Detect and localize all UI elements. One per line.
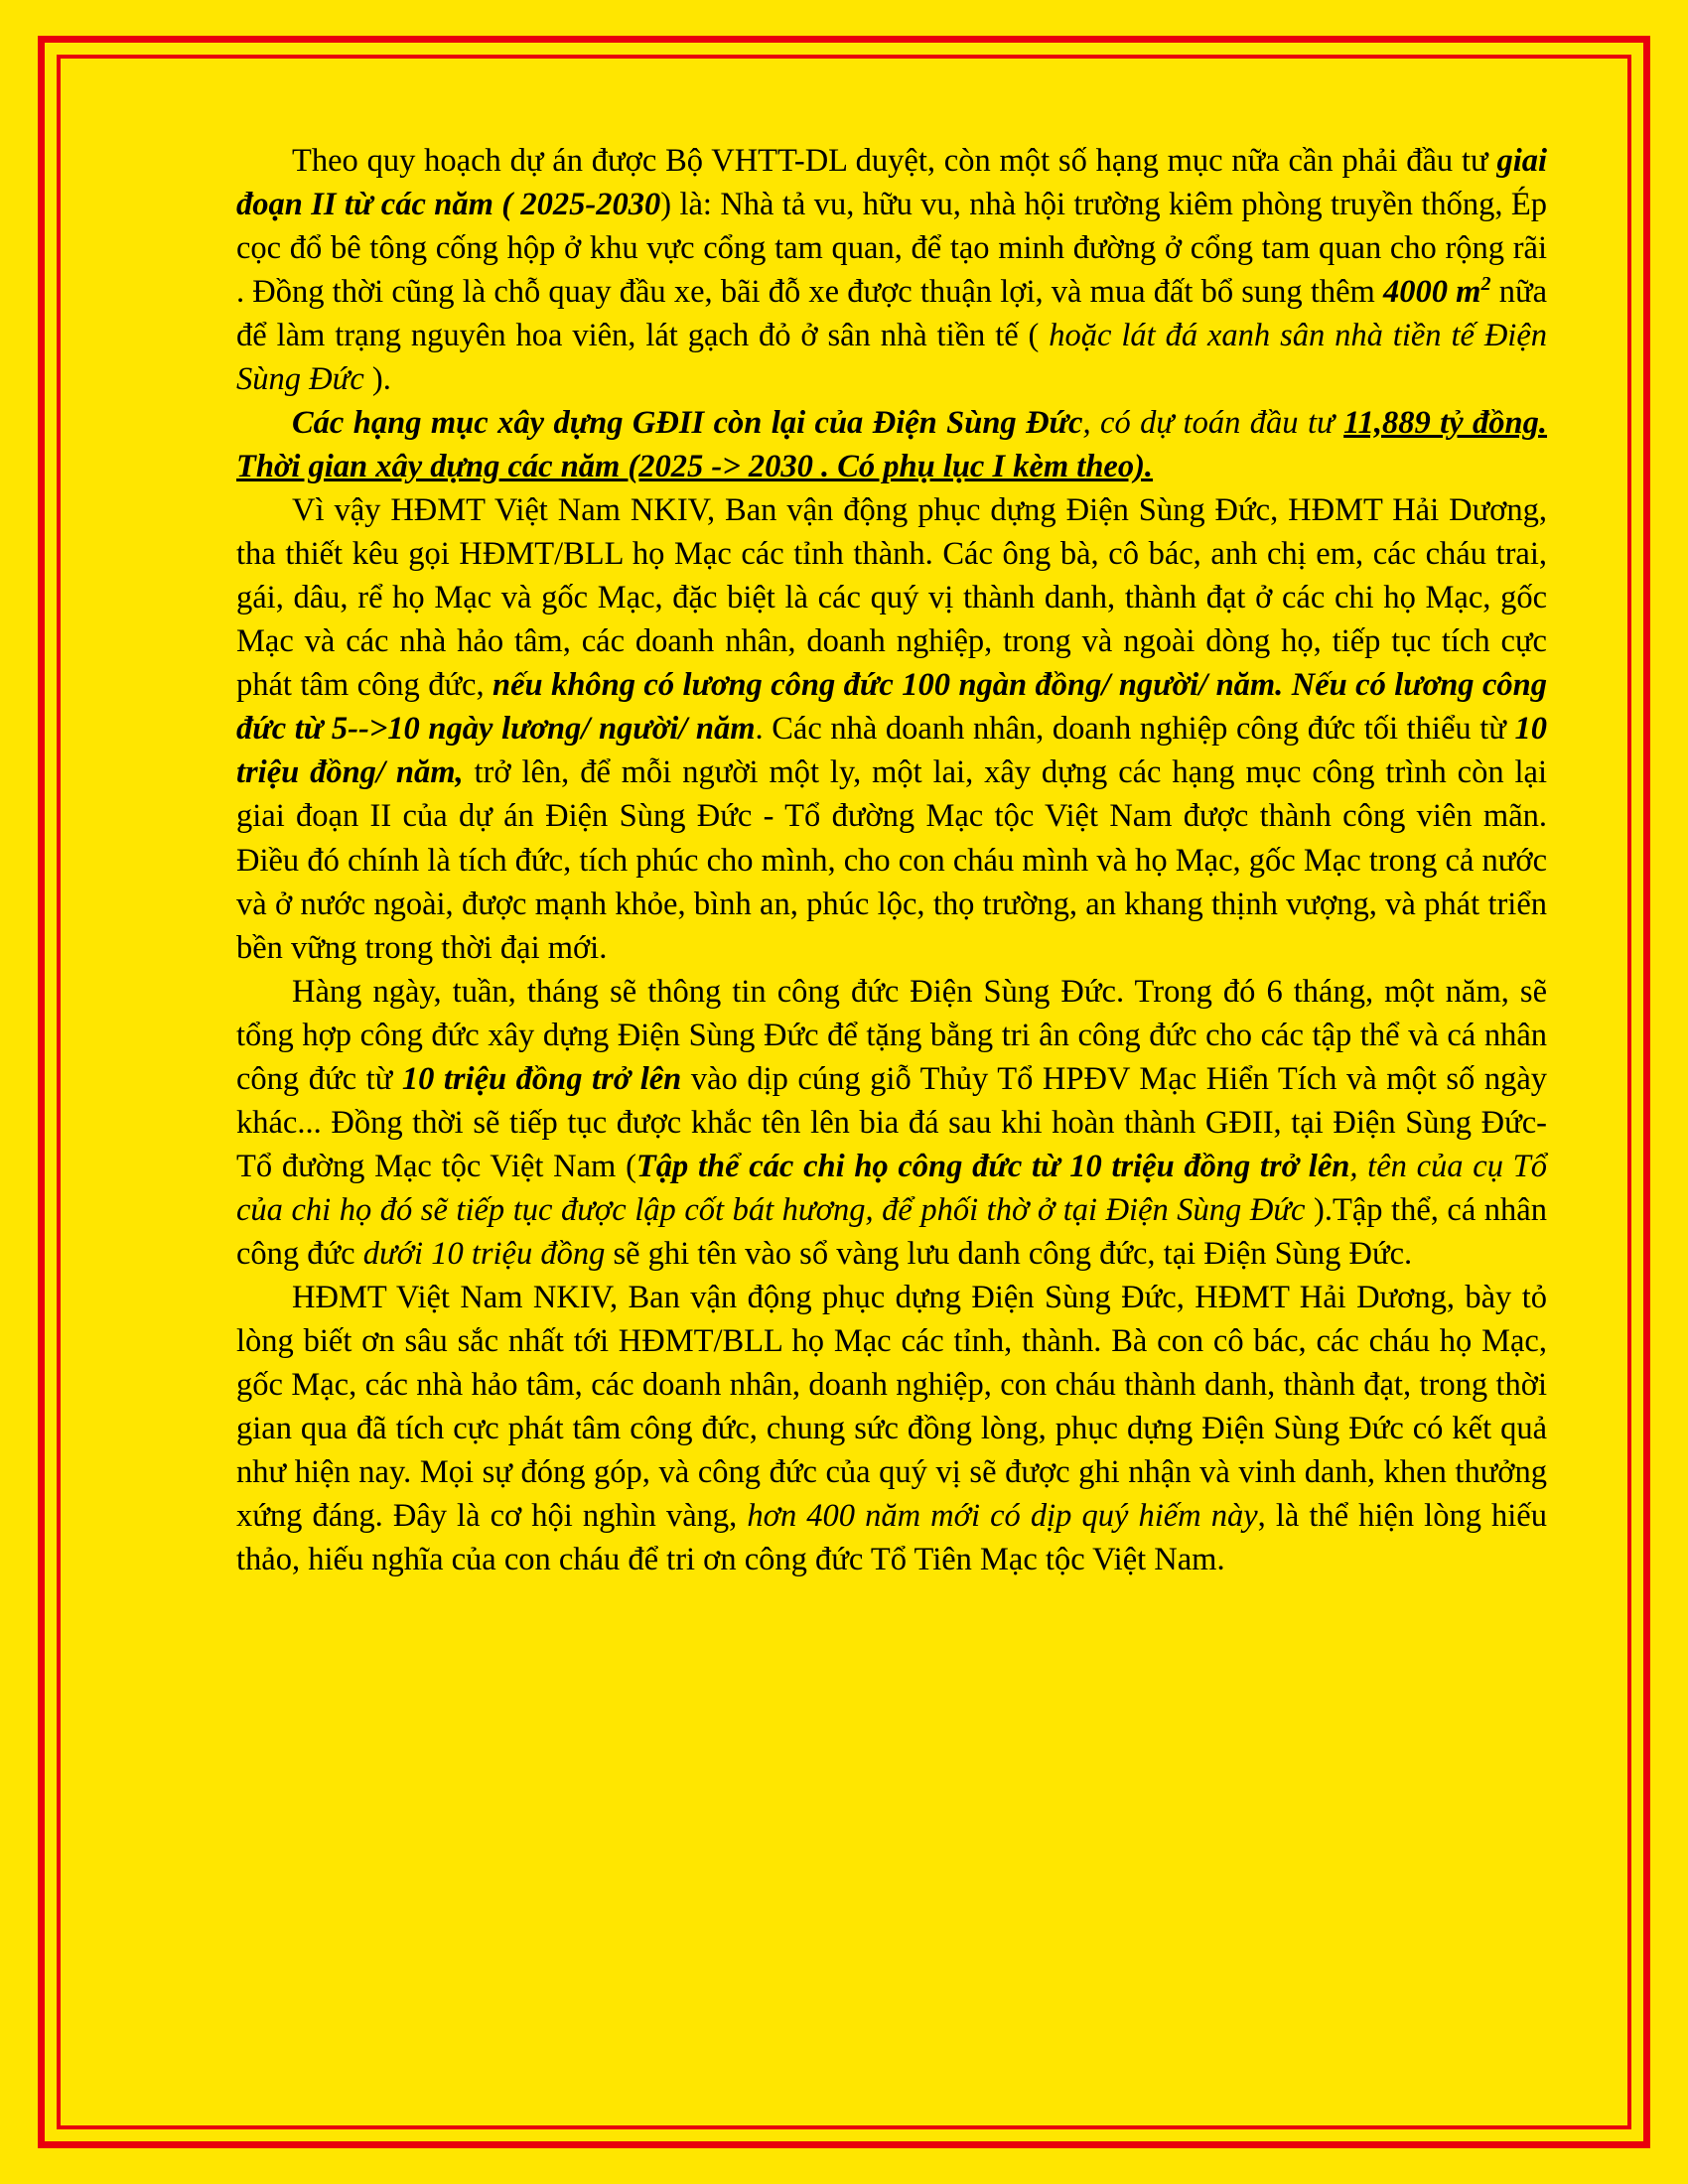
- paragraph-2: Các hạng mục xây dựng GĐII còn lại của Điện Sùng Đức, có dự toán đầu tư 11,889 tỷ đồng. Thời gian xây dựng các năm (2025 -> 2030 . Có phụ lục I kèm theo).: [236, 405, 1548, 485]
- paragraph-1: Theo quy hoạch dự án được Bộ VHTT-DL duyệt, còn một số hạng mục nữa cần phải đầu tư giai đoạn II từ các năm ( 2025-2030) là: Nhà tả vu, hữu vu, nhà hội trường kiêm phòng truyền thống, Ép cọc đổ bê tông cống hộp ở khu vực cổng tam quan, để tạo minh đường ở cổng tam quan cho rộng rãi . Đồng thời cũng là chỗ quay đầu xe, bãi đỗ xe được thuận lợi, và mua đất bổ sung thêm 4000 $m^2$ nữa để làm trạng nguyên hoa viên, lát gạch đỏ ở sân nhà tiền tế ( hoặc lát đá xanh sân nhà tiền tế Điện Sùng Đức ).: [236, 143, 1547, 398]
- document-body: [236, 139, 1547, 1581]
- paragraph-4: Hàng ngày, tuần, tháng sẽ thông tin công đức Điện Sùng Đức. Trong đó 6 tháng, một năm, sẽ tổng hợp công đức xây dựng Điện Sùng Đức để tặng bằng tri ân công đức cho các tập thể và cá nhân công đức từ 10 triệu đồng trở lên vào dịp cúng giỗ Thủy Tổ HPĐV Mạc Hiển Tích và một số ngày khác... Đồng thời sẽ tiếp tục được khắc tên lên bia đá sau khi hoàn thành GĐII, tại Điện Sùng Đức-Tổ đường Mạc tộc Việt Nam (Tập thể các chi họ công đức từ 10 triệu đồng trở lên, tên của cụ Tổ của chi họ đó sẽ tiếp tục được lập cốt bát hương, để phối thờ ở tại Điện Sùng Đức ).Tập thể, cá nhân công đức dưới 10 triệu đồng sẽ ghi tên vào sổ vàng lưu danh công đức, tại Điện Sùng Đức.: [236, 973, 1547, 1272]
- paragraph-5: HĐMT Việt Nam NKIV, Ban vận động phục dựng Điện Sùng Đức, HĐMT Hải Dương, bày tỏ lòng biết ơn sâu sắc nhất tới HĐMT/BLL họ Mạc các tỉnh, thành. Bà con cô bác, các cháu họ Mạc, gốc Mạc, các nhà hảo tâm, các doanh nhân, doanh nghiệp, con cháu thành danh, thành đạt, trong thời gian qua đã tích cực phát tâm công đức, chung sức đồng lòng, phục dựng Điện Sùng Đức có kết quả như hiện nay. Mọi sự đóng góp, và công đức của quý vị sẽ được ghi nhận và vinh danh, khen thưởng xứng đáng. Đây là cơ hội nghìn vàng, hơn 400 năm mới có dịp quý hiếm này, là thể hiện lòng hiếu thảo, hiếu nghĩa của con cháu để tri ơn công đức Tổ Tiên Mạc tộc Việt Nam.: [236, 1279, 1547, 1577]
- paragraph-3: Vì vậy HĐMT Việt Nam NKIV, Ban vận động phục dựng Điện Sùng Đức, HĐMT Hải Dương, tha thiết kêu gọi HĐMT/BLL họ Mạc các tỉnh thành. Các ông bà, cô bác, anh chị em, các cháu trai, gái, dâu, rể họ Mạc và gốc Mạc, đặc biệt là các quý vị thành danh, thành đạt ở các chi họ Mạc, gốc Mạc và các nhà hảo tâm, các doanh nhân, doanh nghiệp, trong và ngoài dòng họ, tiếp tục tích cực phát tâm công đức, nếu không có lương công đức 100 ngàn đồng/ người/ năm. Nếu có lương công đức từ 5-->10 ngày lương/ người/ năm. Các nhà doanh nhân, doanh nghiệp công đức tối thiểu từ 10 triệu đồng/ năm, trở lên, để mỗi người một ly, một lai, xây dựng các hạng mục công trình còn lại giai đoạn II của dự án Điện Sùng Đức - Tổ đường Mạc tộc Việt Nam được thành công viên mãn. Điều đó chính là tích đức, tích phúc cho mình, cho con cháu mình và họ Mạc, gốc Mạc trong cả nước và ở nước ngoài, được mạnh khỏe, bình an, phúc lộc, thọ trường, an khang thịnh vượng, và phát triển bền vững trong thời đại mới.: [236, 492, 1547, 966]
